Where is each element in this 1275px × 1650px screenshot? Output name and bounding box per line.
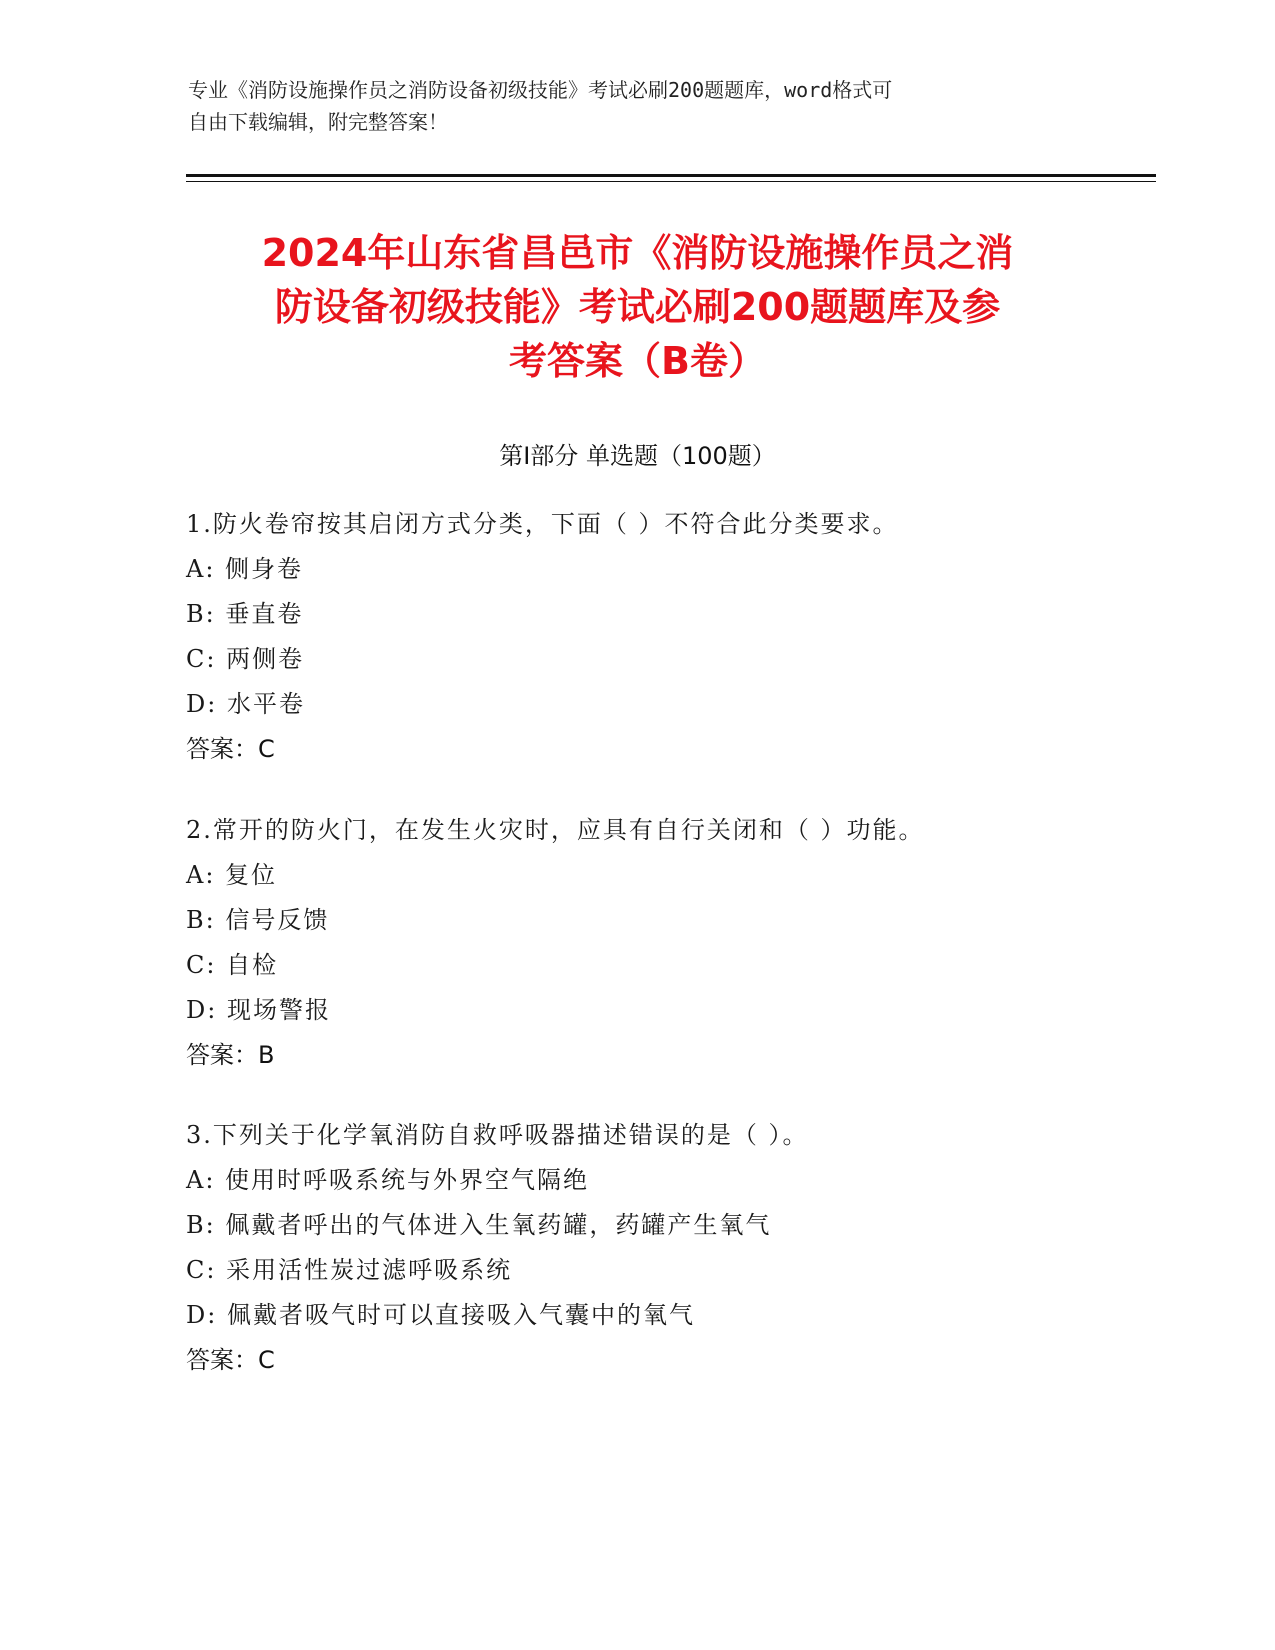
header-note bbox=[188, 74, 1088, 138]
option-c: C: 采用活性炭过滤呼吸系统 bbox=[186, 1256, 513, 1284]
option-b: B: 信号反馈 bbox=[186, 906, 330, 934]
header-note-line-2: 自由下载编辑，附完整答案！ bbox=[188, 110, 448, 134]
title-line-1: 2024年山东省昌邑市《消防设施操作员之消 bbox=[261, 231, 1014, 275]
question-stem: 2.常开的防火门，在发生火灾时，应具有自行关闭和（ ）功能。 bbox=[186, 816, 925, 844]
option-c: C: 两侧卷 bbox=[186, 645, 305, 673]
title-line-3: 考答案（B卷） bbox=[509, 339, 766, 383]
header-rule-thick bbox=[186, 174, 1156, 177]
question-stem: 3.下列关于化学氧消防自救呼吸器描述错误的是（ ）。 bbox=[186, 1121, 809, 1149]
section-title: 第Ⅰ部分 单选题（100题） bbox=[499, 442, 776, 470]
header-note-line-1: 专业《消防设施操作员之消防设备初级技能》考试必刷200题题库，word格式可 bbox=[188, 78, 893, 102]
option-d: D: 水平卷 bbox=[186, 690, 305, 718]
question-1 bbox=[186, 502, 1166, 772]
option-a: A: 使用时呼吸系统与外界空气隔绝 bbox=[186, 1166, 590, 1194]
question-stem: 1.防火卷帘按其启闭方式分类，下面（ ）不符合此分类要求。 bbox=[186, 510, 899, 538]
question-2 bbox=[186, 808, 1166, 1078]
option-d: D: 现场警报 bbox=[186, 996, 331, 1024]
answer: 答案：C bbox=[186, 735, 275, 763]
answer: 答案：B bbox=[186, 1041, 275, 1069]
answer: 答案：C bbox=[186, 1346, 275, 1374]
option-a: A: 侧身卷 bbox=[186, 555, 304, 583]
option-b: B: 佩戴者呼出的气体进入生氧药罐，药罐产生氧气 bbox=[186, 1211, 772, 1239]
document-title bbox=[150, 226, 1125, 388]
option-b: B: 垂直卷 bbox=[186, 600, 304, 628]
option-d: D: 佩戴者吸气时可以直接吸入气囊中的氧气 bbox=[186, 1301, 695, 1329]
question-3 bbox=[186, 1113, 1166, 1383]
header-rule-thin bbox=[186, 181, 1156, 182]
option-a: A: 复位 bbox=[186, 861, 278, 889]
title-line-2: 防设备初级技能》考试必刷200题题库及参 bbox=[274, 285, 1001, 329]
option-c: C: 自检 bbox=[186, 951, 279, 979]
